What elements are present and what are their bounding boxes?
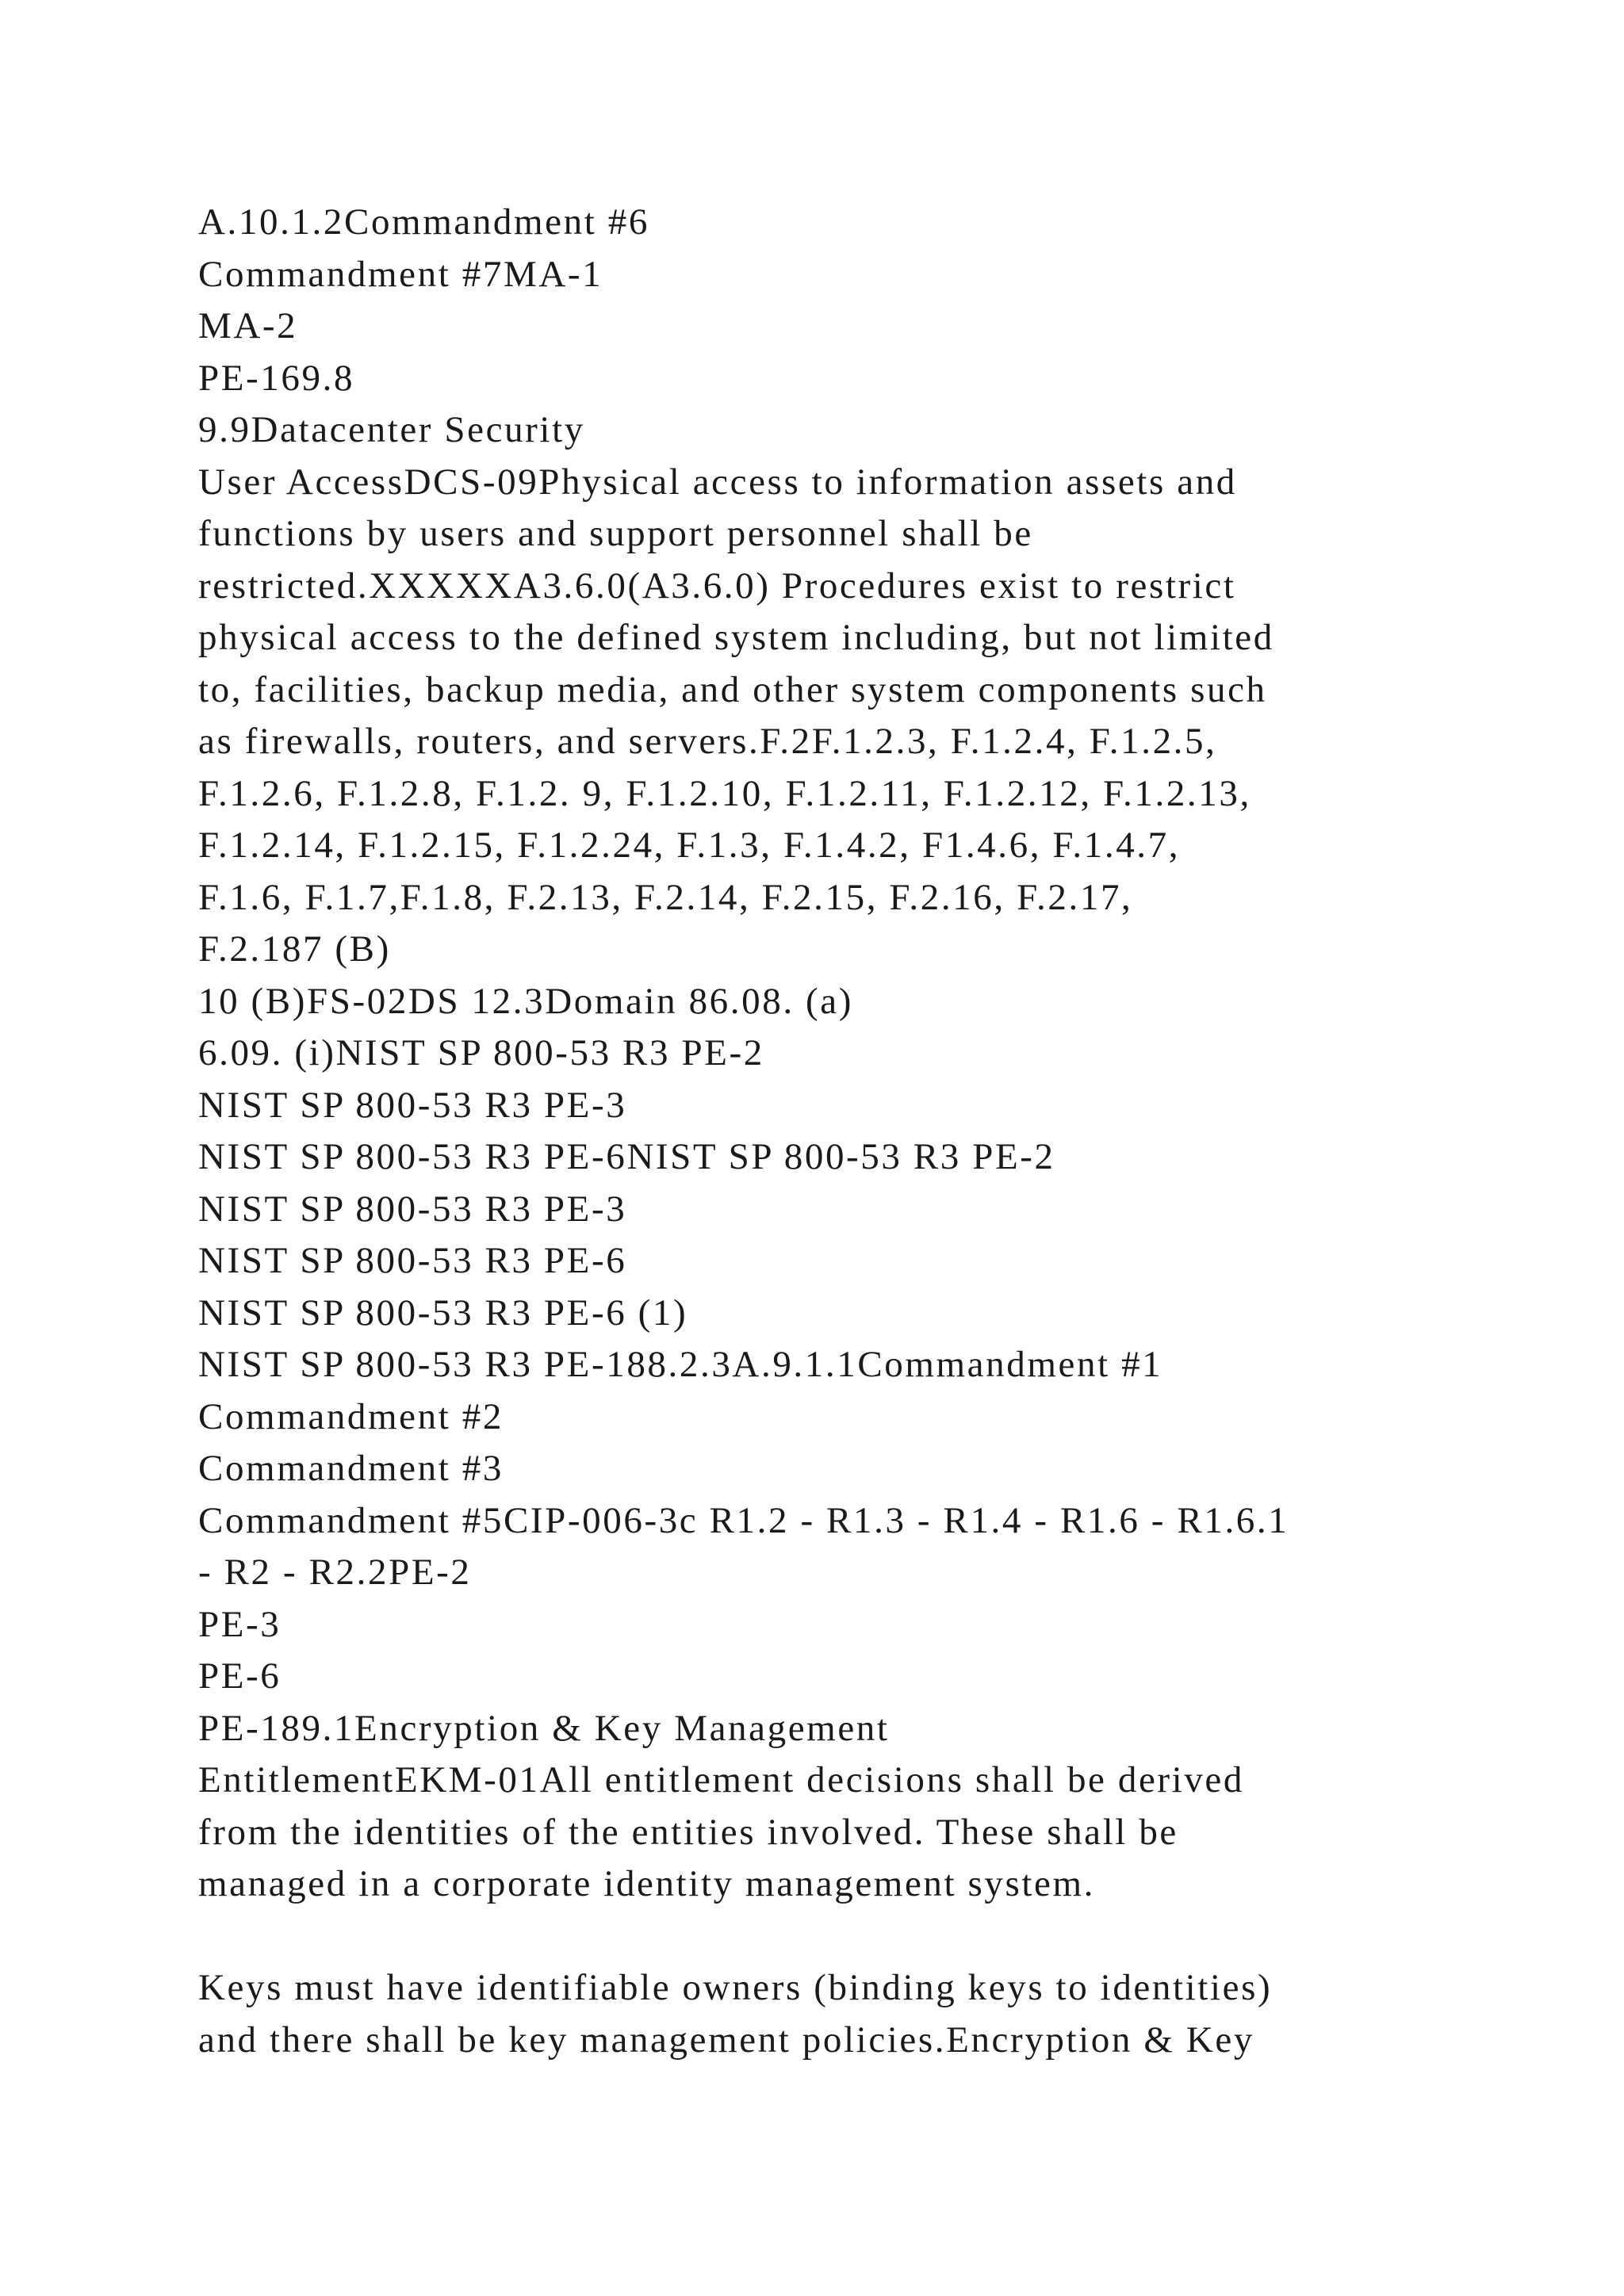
text-line: PE-169.8 — [198, 357, 355, 399]
text-line: F.1.6, F.1.7,F.1.8, F.2.13, F.2.14, F.2.15, F.2.16, F.2.17, — [198, 876, 1133, 918]
text-line: functions by users and support personnel shall be — [198, 513, 1033, 554]
text-line: F.1.2.6, F.1.2.8, F.1.2. 9, F.1.2.10, F.1.2.11, F.1.2.12, F.1.2.13, — [198, 772, 1251, 814]
text-line: User AccessDCS-09Physical access to information assets and — [198, 461, 1237, 503]
text-line: 6.09. (i)NIST SP 800-53 R3 PE-2 — [198, 1032, 764, 1073]
text-line: PE-3 — [198, 1603, 282, 1645]
text-line: NIST SP 800-53 R3 PE-6 (1) — [198, 1292, 688, 1334]
text-line: restricted.XXXXXA3.6.0(A3.6.0) Procedures exist to restrict — [198, 564, 1236, 607]
text-line: F.1.2.14, F.1.2.15, F.1.2.24, F.1.3, F.1.4.2, F1.4.6, F.1.4.7, — [198, 825, 1181, 866]
text-line: and there shall be key management policies.Encryption & Key — [198, 2019, 1254, 2061]
text-line: 10 (B)FS-02DS 12.3Domain 86.08. (a) — [198, 980, 853, 1022]
text-line: Keys must have identifiable owners (binding keys to identities) — [198, 1967, 1273, 2008]
text-line: A.10.1.2Commandment #6 — [198, 201, 649, 243]
text-line: NIST SP 800-53 R3 PE-6NIST SP 800-53 R3 PE-2 — [198, 1136, 1055, 1177]
text-line: - R2 - R2.2PE-2 — [198, 1552, 472, 1593]
text-line: 9.9Datacenter Security — [198, 409, 585, 450]
paragraph-break — [198, 1911, 1435, 1963]
text-line: physical access to the defined system including, but not limited — [198, 617, 1274, 658]
text-line: Commandment #7MA-1 — [198, 253, 603, 295]
text-line: NIST SP 800-53 R3 PE-3 — [198, 1084, 627, 1126]
text-line: MA-2 — [198, 305, 298, 346]
text-line: F.2.187 (B) — [198, 928, 391, 970]
document-text — [198, 197, 1435, 2066]
text-line: PE-6 — [198, 1655, 282, 1697]
text-line: NIST SP 800-53 R3 PE-188.2.3A.9.1.1Commandment #1 — [198, 1344, 1163, 1385]
text-line: Commandment #5CIP-006-3c R1.2 - R1.3 - R1.4 - R1.6 - R1.6.1 — [198, 1499, 1289, 1541]
text-line: managed in a corporate identity management system. — [198, 1863, 1096, 1904]
text-line: NIST SP 800-53 R3 PE-6 — [198, 1240, 627, 1281]
text-line: NIST SP 800-53 R3 PE-3 — [198, 1188, 627, 1230]
text-line: EntitlementEKM-01All entitlement decisions shall be derived — [198, 1759, 1244, 1800]
text-line: to, facilities, backup media, and other system components such — [198, 668, 1267, 710]
text-line: from the identities of the entities involved. These shall be — [198, 1811, 1178, 1853]
text-line: PE-189.1Encryption & Key Management — [198, 1707, 890, 1749]
text-line: as firewalls, routers, and servers.F.2F.1.2.3, F.1.2.4, F.1.2.5, — [198, 721, 1217, 762]
text-line: Commandment #3 — [198, 1448, 504, 1489]
text-line: Commandment #2 — [198, 1395, 504, 1437]
